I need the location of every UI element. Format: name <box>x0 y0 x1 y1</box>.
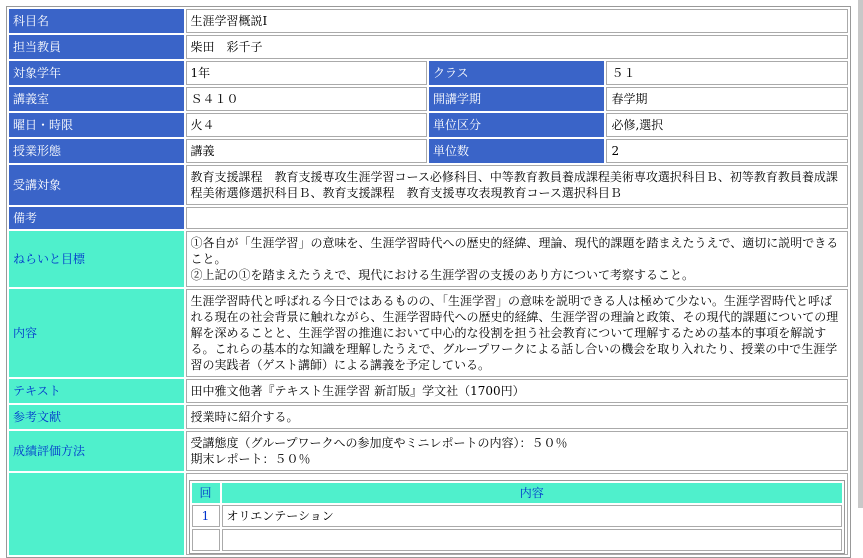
class-value: ５１ <box>606 61 848 85</box>
row-schedule <box>9 473 848 555</box>
year-label: 対象学年 <box>9 61 184 85</box>
term-value: 春学期 <box>606 87 848 111</box>
textbook-value: 田中雅文他著『テキスト生涯学習 新訂版』学文社（1700円） <box>186 379 849 403</box>
term-label: 開講学期 <box>429 87 605 111</box>
target-value: 教育支援課程 教育支援専攻生涯学習コース必修科目、中等教育教員養成課程美術専攻選択科目Ｂ、初等教育教員養成課程美術選修選択科目Ｂ、教育支援課程 教育支援専攻表現教育コース選択科目Ｂ <box>186 165 849 205</box>
year-value: 1年 <box>186 61 427 85</box>
schedule-row-next-content <box>222 529 843 551</box>
row-day <box>9 113 848 137</box>
category-label: 単位区分 <box>429 113 605 137</box>
row-references <box>9 405 848 429</box>
schedule-row <box>192 505 843 527</box>
room-value: Ｓ４１０ <box>186 87 427 111</box>
aims-line-2: ②上記の①を踏まえたうえで、現代における生涯学習の支援のあり方について考察すること。 <box>190 268 695 282</box>
format-label: 授業形態 <box>9 139 184 163</box>
aims-value <box>186 231 849 287</box>
grading-line-1: 受講態度（グループワークへの参加度やミニレポートの内容）：５０％ <box>190 436 568 450</box>
schedule-row-next <box>192 529 843 551</box>
grading-line-2: 期末レポート：５０％ <box>190 452 311 466</box>
teacher-value: 柴田 彩千子 <box>186 35 849 59</box>
schedule-label <box>9 473 184 555</box>
schedule-header-no: 回 <box>192 483 220 503</box>
schedule-header-content: 内容 <box>222 483 843 503</box>
format-value: 講義 <box>186 139 427 163</box>
row-teacher <box>9 35 848 59</box>
grading-label: 成績評価方法 <box>9 431 184 471</box>
grading-value <box>186 431 849 471</box>
references-value: 授業時に紹介する。 <box>186 405 849 429</box>
content-label: 内容 <box>9 289 184 377</box>
notes-label: 備考 <box>9 207 184 229</box>
schedule-table <box>189 480 846 554</box>
row-textbook <box>9 379 848 403</box>
notes-value <box>186 207 849 229</box>
class-label: クラス <box>429 61 605 85</box>
row-year <box>9 61 848 85</box>
row-format <box>9 139 848 163</box>
day-value: 火４ <box>186 113 427 137</box>
row-target <box>9 165 848 205</box>
aims-label: ねらいと目標 <box>9 231 184 287</box>
row-grading <box>9 431 848 471</box>
row-room <box>9 87 848 111</box>
credits-label: 単位数 <box>429 139 605 163</box>
content-value: 生涯学習時代と呼ばれる今日ではあるものの、「生涯学習」の意味を説明できる人は極めて少ない。生涯学習時代と呼ばれる現在の社会背景に触れながら、生涯学習時代への歴史的経緯、生涯学習の理論と政策、その現代的課題についての理解を深めることと、生涯学習の推進において中心的な役割を担う社会教育について理解するための基本的事項を解説する。これらの基本的な知識を理解したうえで、グループワークによる話し合いの機会を取り入れたり、授業の中で生涯学習の実践者（ゲスト講師）による講義を予定している。 <box>186 289 849 377</box>
category-value: 必修,選択 <box>606 113 848 137</box>
day-label: 曜日・時限 <box>9 113 184 137</box>
room-label: 講義室 <box>9 87 184 111</box>
schedule-header <box>192 483 843 503</box>
schedule-row-next-no <box>192 529 220 551</box>
textbook-label: テキスト <box>9 379 184 403</box>
subject-value: 生涯学習概説I <box>186 9 849 33</box>
credits-value: 2 <box>606 139 848 163</box>
schedule-row-content: オリエンテーション <box>222 505 843 527</box>
schedule-row-no: 1 <box>192 505 220 527</box>
aims-line-1: ①各自が「生涯学習」の意味を、生涯学習時代への歴史的経緯、理論、現代的課題を踏まえたうえで、適切に説明できること。 <box>190 236 839 266</box>
row-subject <box>9 9 848 33</box>
row-notes <box>9 207 848 229</box>
references-label: 参考文献 <box>9 405 184 429</box>
teacher-label: 担当教員 <box>9 35 184 59</box>
row-content <box>9 289 848 377</box>
syllabus-table <box>6 6 851 558</box>
scrollbar[interactable] <box>858 0 863 508</box>
row-aims <box>9 231 848 287</box>
subject-label: 科目名 <box>9 9 184 33</box>
target-label: 受講対象 <box>9 165 184 205</box>
schedule-cell <box>186 473 849 555</box>
